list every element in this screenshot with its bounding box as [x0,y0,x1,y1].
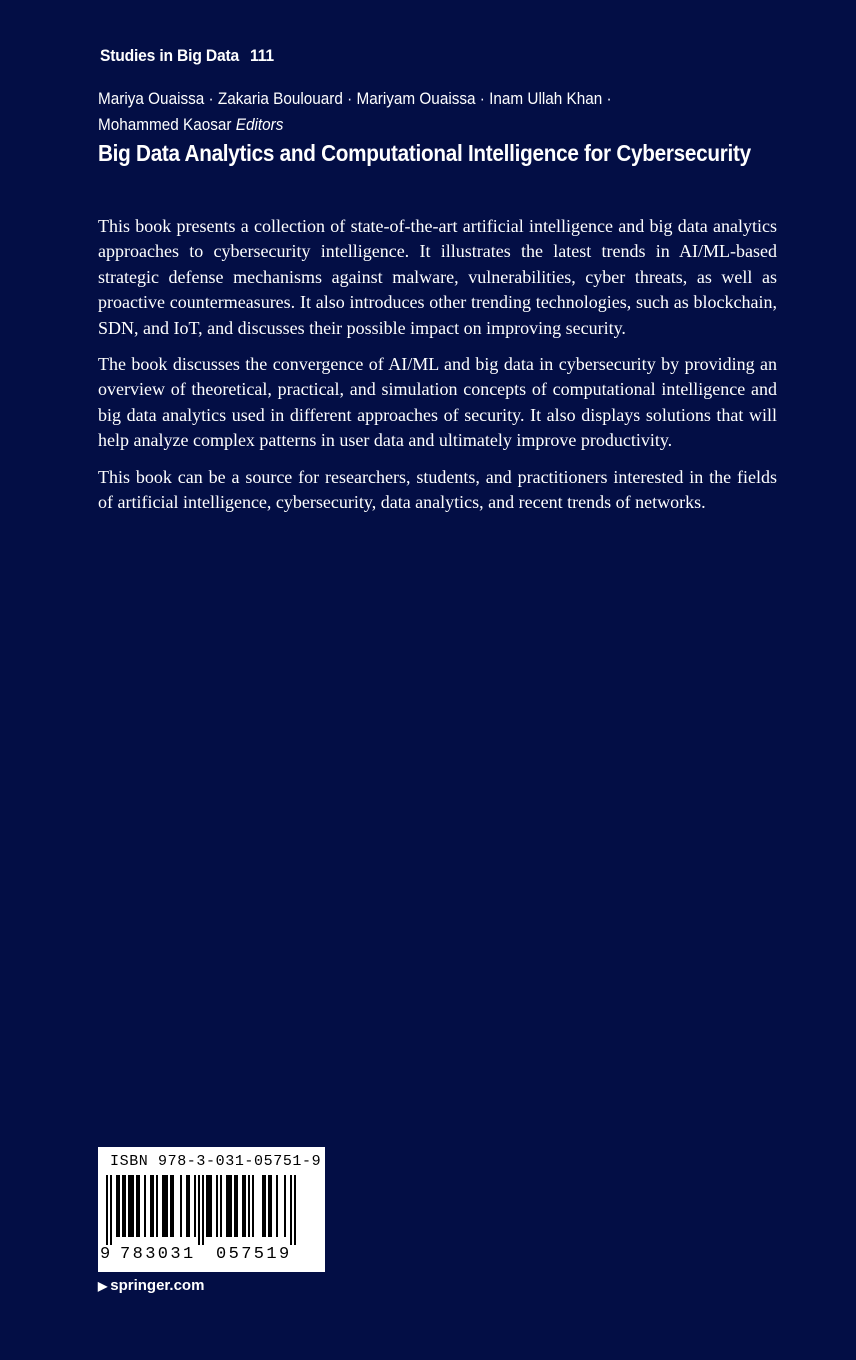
barcode-bar [124,1175,126,1237]
arrow-icon: ▶ [98,1279,108,1293]
barcode-bar [122,1175,124,1237]
barcode-bar [172,1175,174,1237]
barcode-bar [208,1175,210,1237]
barcode-bar [228,1175,230,1237]
barcode-bar [118,1175,120,1237]
ean-group-1: 783031 [120,1245,196,1264]
barcode-bar [198,1175,200,1245]
barcode-bar [188,1175,190,1237]
barcode-bars [106,1175,317,1245]
editor-name: Mohammed Kaosar [98,115,232,134]
barcode-bar [244,1175,246,1237]
barcode-bar [128,1175,130,1237]
barcode-bar [252,1175,254,1237]
barcode-bar [132,1175,134,1237]
isbn-label: ISBN 978-3-031-05751-9 [110,1153,322,1170]
isbn-barcode [98,1147,325,1272]
series-heading [100,46,274,66]
barcode-bar [194,1175,196,1237]
website-label: springer.com [110,1277,205,1294]
barcode-bar [284,1175,286,1237]
barcode-bar [242,1175,244,1237]
barcode-bar [248,1175,250,1237]
barcode-bar [150,1175,152,1237]
barcode-bar [276,1175,278,1237]
editors-line-2 [98,112,710,138]
barcode-bar [138,1175,140,1237]
barcode-bar [270,1175,272,1237]
barcode-bar [152,1175,154,1237]
barcode-bar [144,1175,146,1237]
barcode-bar [206,1175,208,1237]
barcode-bar [116,1175,118,1237]
barcode-bar [262,1175,264,1237]
barcode-bar [202,1175,204,1245]
barcode-bar [162,1175,164,1237]
barcode-bar [264,1175,266,1237]
barcode-bar [164,1175,166,1237]
barcode-bar [156,1175,158,1237]
barcode-bar [106,1175,108,1245]
ean-digits [98,1245,325,1267]
barcode-bar [230,1175,232,1237]
website-link[interactable] [98,1277,204,1294]
editors-role: Editors [235,115,284,134]
barcode-bar [234,1175,236,1237]
barcode-bar [294,1175,296,1245]
barcode-bar [290,1175,292,1245]
barcode-bar [220,1175,222,1237]
blurb-paragraph-1: This book presents a collection of state-of-the-art artificial intelligence and big data analytics approaches to cybersecurity intelligence. It illustrates the latest trends in AI/ML-based strategic defense mechanisms against malware, vulnerabilities, cyber threats, as well as proactive countermeasures. It also introduces other trending technologies, such as blockchain, SDN, and IoT, and discusses their possible impact on improving security. [98,216,777,338]
barcode-bar [210,1175,212,1237]
barcode-bar [180,1175,182,1237]
barcode-bar [236,1175,238,1237]
barcode-bar [170,1175,172,1237]
blurb-paragraph-3: This book can be a source for researchers, students, and practitioners interested in the fields of artificial intelligence, cybersecurity, data analytics, and recent trends of networks. [98,466,777,513]
barcode-bar [186,1175,188,1237]
barcode-bar [268,1175,270,1237]
blurb [98,214,777,526]
ean-first-digit: 9 [100,1245,111,1264]
barcode-bar [130,1175,132,1237]
editors-line-1: Mariya Ouaissa · Zakaria Boulouard · Mariyam Ouaissa · Inam Ullah Khan · [98,89,612,108]
series-name: Studies in Big Data [100,46,240,65]
barcode-bar [110,1175,112,1245]
blurb-paragraph-2: The book discusses the convergence of AI/ML and big data in cybersecurity by providing an overview of theoretical, practical, and simulation concepts of computational intelligence and big data analytics used in different approaches of security. It also displays solutions that will help analyze complex patterns in user data and ultimately improve productivity. [98,354,777,451]
book-title: Big Data Analytics and Computational Intelligence for Cybersecurity [98,140,751,166]
barcode-bar [226,1175,228,1237]
barcode-bar [216,1175,218,1237]
barcode-bar [136,1175,138,1237]
barcode-bar [166,1175,168,1237]
series-number: 111 [250,46,274,65]
ean-group-2: 057519 [216,1245,292,1264]
editors-block [98,86,710,138]
